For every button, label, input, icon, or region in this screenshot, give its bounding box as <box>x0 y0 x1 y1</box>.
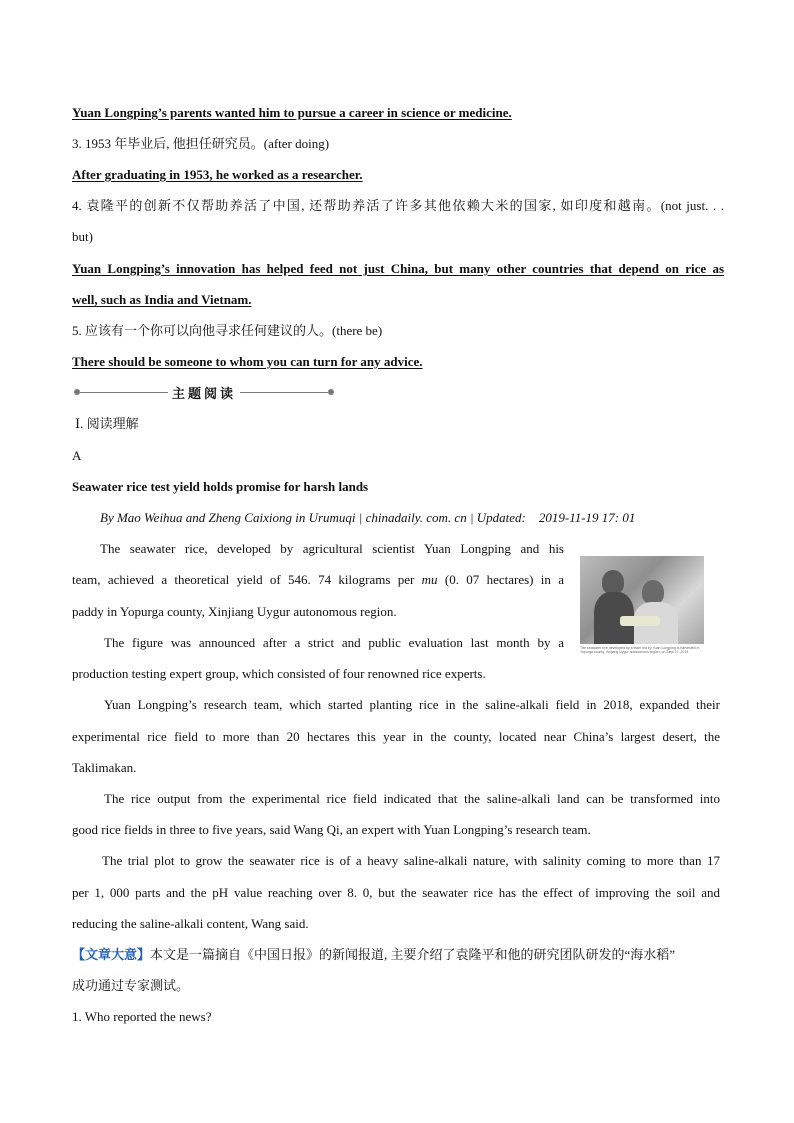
para3-line1: Yuan Longping’s research team, which started planting rice in the saline-alkali field in 2018, expanded their <box>104 697 720 712</box>
para5-line3: reducing the saline-alkali content, Wang said. <box>72 916 309 931</box>
divider-rule-left <box>80 392 168 393</box>
para1-line2: team, achieved a theoretical yield of 546. 74 kilograms per mu (0. 07 hectares) in a <box>72 572 564 587</box>
answer-4-line2: well, such as India and Vietnam. <box>72 292 252 307</box>
para4-line2: good rice fields in three to five years, said Wang Qi, an expert with Yuan Longping’s research team. <box>72 822 591 837</box>
answer-2: Yuan Longping’s parents wanted him to pursue a career in science or medicine. <box>72 105 512 120</box>
para4-line1: The rice output from the experimental rice field indicated that the saline-alkali land can be transformed into <box>104 791 720 806</box>
section-title: 主题阅读 <box>171 387 236 402</box>
para1-line3: paddy in Yopurga county, Xinjiang Uygur autonomous region. <box>72 604 397 619</box>
exercise-3: 3. 1953 年毕业后, 他担任研究员。(after doing) <box>72 136 330 151</box>
article-byline: By Mao Weihua and Zheng Caixiong in Urumuqi | chinadaily. com. cn | Updated: 2019-11-19 17: 01 <box>100 510 636 525</box>
summary-line1: 【文章大意】本文是一篇摘自《中国日报》的新闻报道, 主要介绍了袁隆平和他的研究团队研发的“海水稻” <box>72 947 676 962</box>
para2-line1: The figure was announced after a strict and public evaluation last month by a <box>104 635 564 650</box>
answer-3: After graduating in 1953, he worked as a researcher. <box>72 167 363 182</box>
part-label: Ⅰ. 阅读理解 <box>75 416 139 431</box>
question-1: 1. Who reported the news? <box>72 1009 212 1024</box>
passage-label: A <box>72 448 82 463</box>
divider-dot <box>328 389 334 395</box>
para1-line1: The seawater rice, developed by agricultural scientist Yuan Longping and his <box>100 541 564 556</box>
para3-line3: Taklimakan. <box>72 760 137 775</box>
para3-line2: experimental rice field to more than 20 hectares this year in the county, located near China’s largest desert, the <box>72 729 720 744</box>
summary-label: 【文章大意】 <box>72 947 151 962</box>
photo-caption: The seawater rice developed by a team led by Yuan Longping is harvested in Yopurga county, Xinjiang Uygur autonomous region, on Sept 17, 2019. <box>580 646 700 654</box>
photo-image <box>580 556 704 644</box>
news-photo <box>580 556 704 656</box>
answer-5: There should be someone to whom you can turn for any advice. <box>72 354 423 369</box>
article-headline: Seawater rice test yield holds promise for harsh lands <box>72 479 369 494</box>
para5-line1: The trial plot to grow the seawater rice is of a heavy saline-alkali nature, with salinity coming to more than 17 <box>102 853 720 868</box>
para5-line2: per 1, 000 parts and the pH value reaching over 8. 0, but the seawater rice has the effect of improving the soil and <box>72 885 720 900</box>
summary-line2: 成功通过专家测试。 <box>72 978 190 993</box>
exercise-4-line1: 4. 袁隆平的创新不仅帮助养活了中国, 还帮助养活了许多其他依赖大米的国家, 如印度和越南。(not just. . . <box>72 198 724 213</box>
exercise-4-line2: but) <box>72 229 93 244</box>
exercise-5: 5. 应该有一个你可以向他寻求任何建议的人。(there be) <box>72 323 383 338</box>
para2-line2: production testing expert group, which consisted of four renowned rice experts. <box>72 666 486 681</box>
section-heading <box>72 383 334 401</box>
answer-4-line1: Yuan Longping’s innovation has helped feed not just China, but many other countries that depend on rice as <box>72 261 724 276</box>
divider-rule-right <box>240 392 328 393</box>
